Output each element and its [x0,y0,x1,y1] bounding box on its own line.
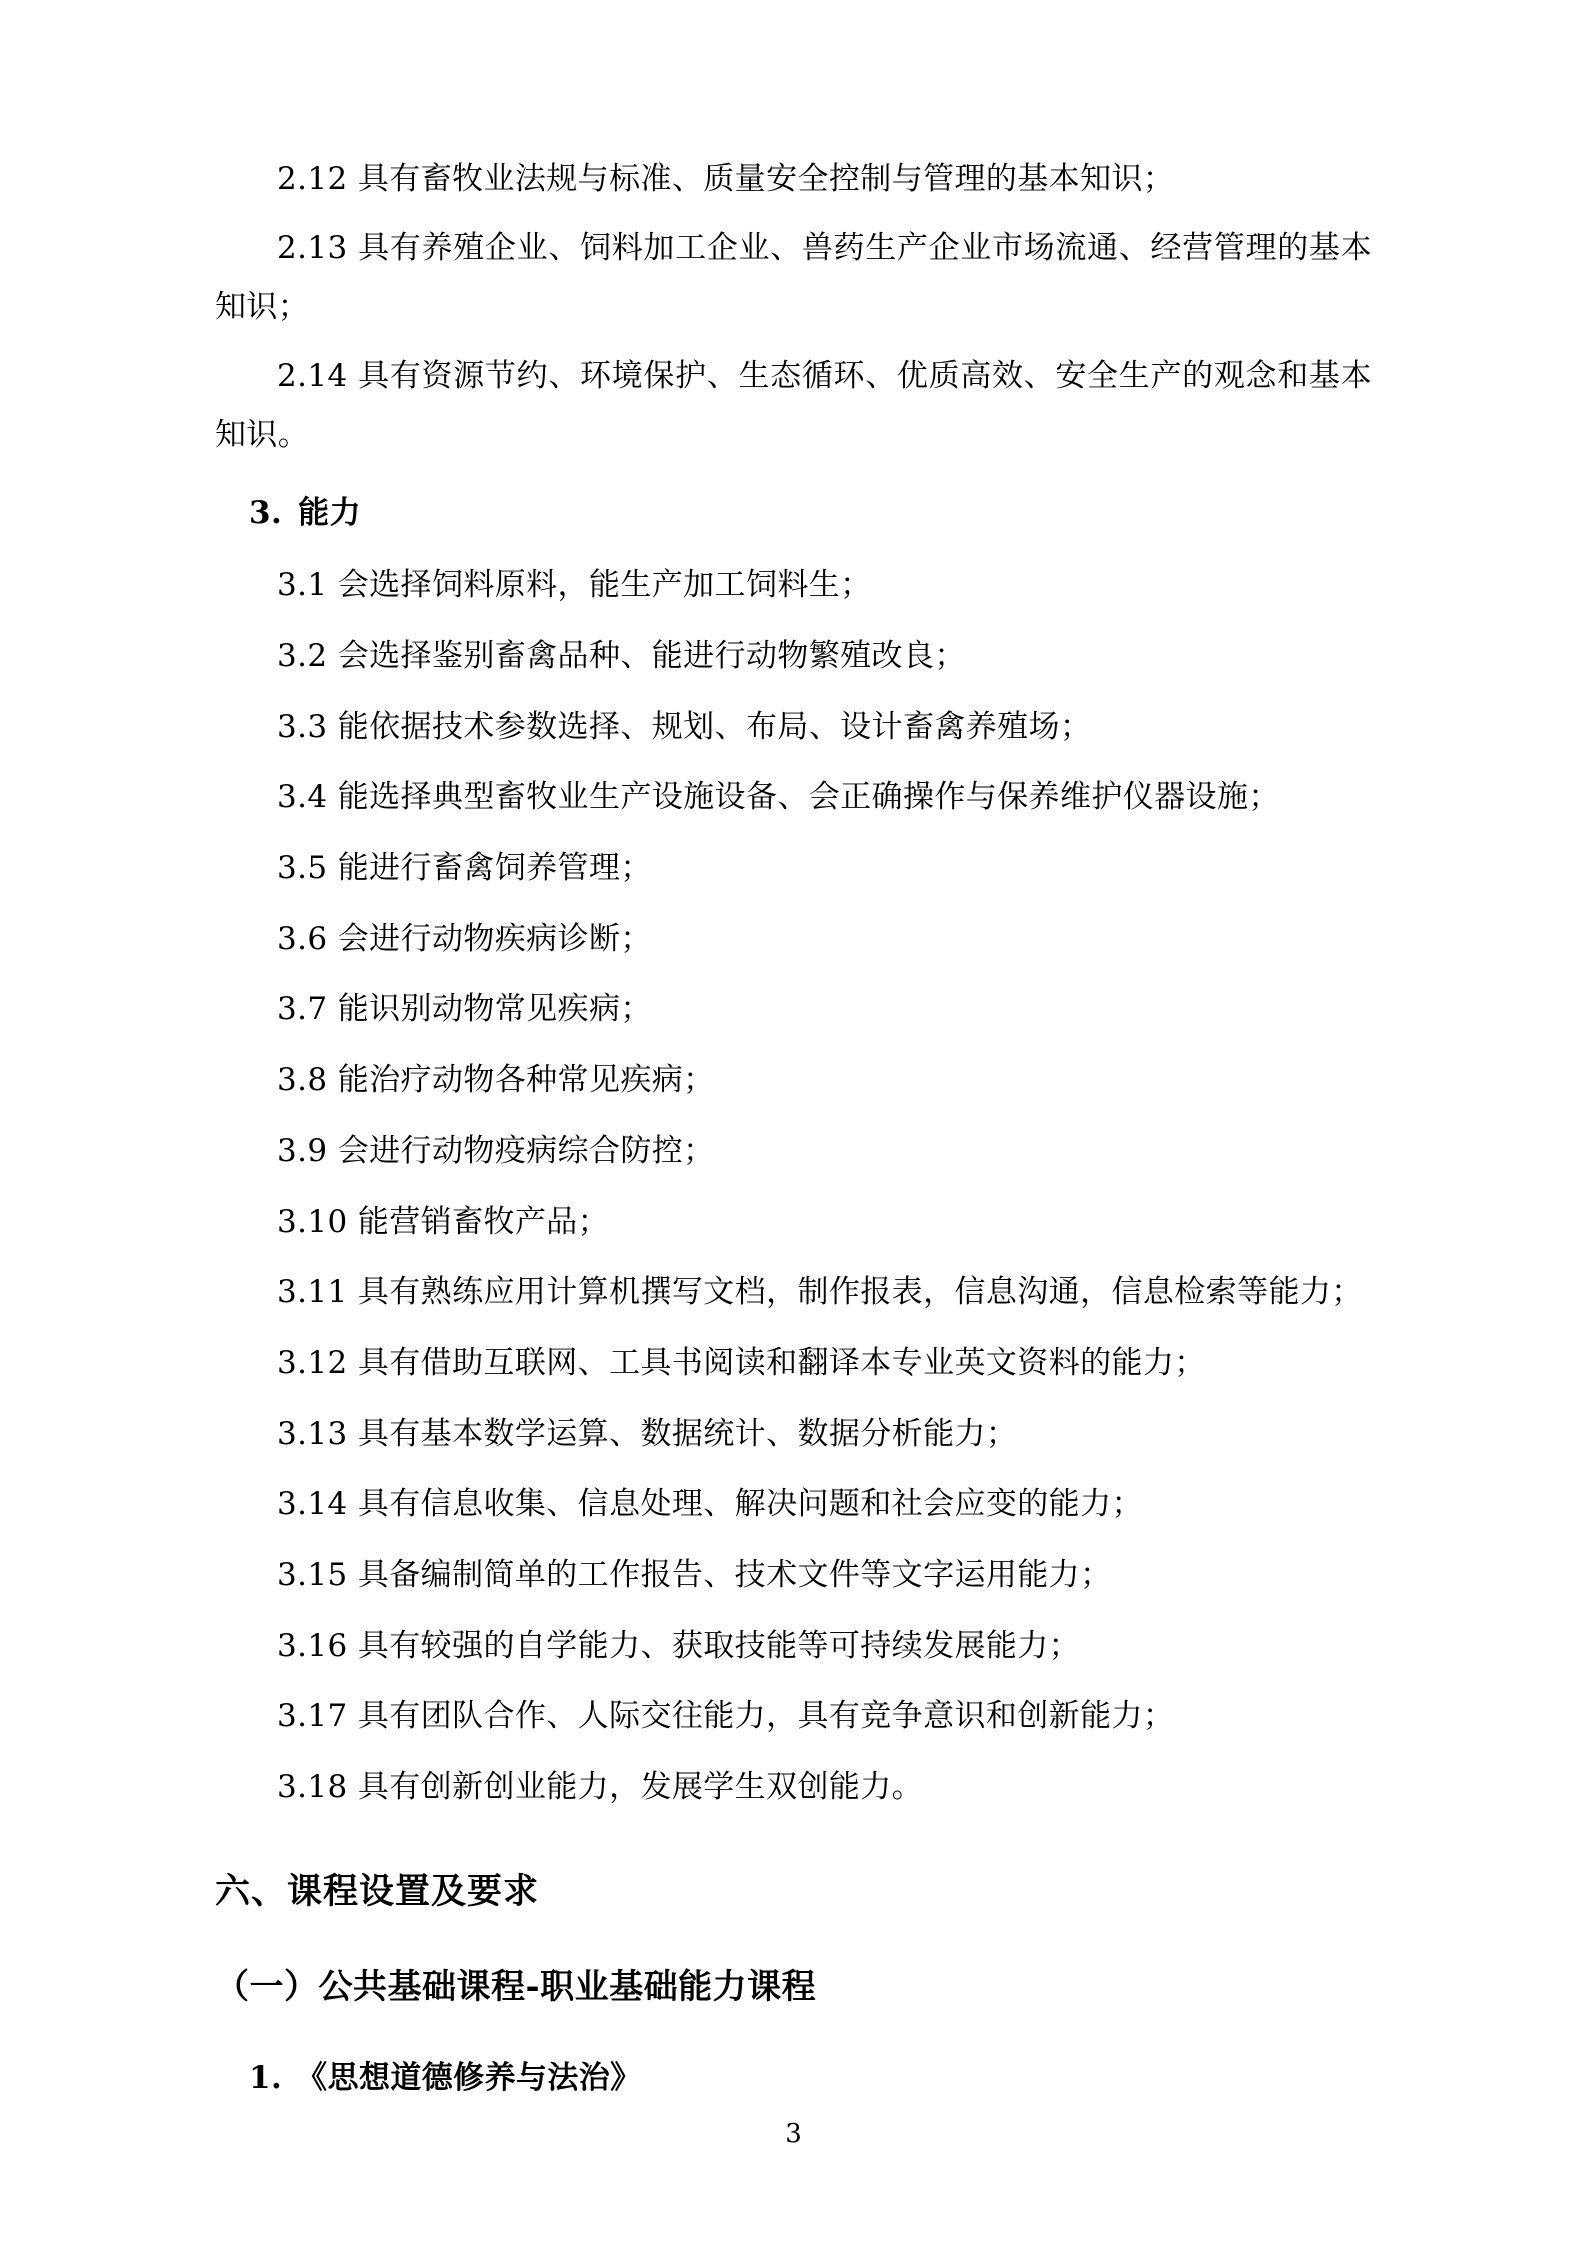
ability-section-heading [215,482,1372,544]
ability-item: 3.18 具有创新创业能力，发展学生双创能力。 [277,1768,924,1805]
ability-item: 3.4 能选择典型畜牧业生产设施设备、会正确操作与保养维护仪器设施； [277,779,1280,816]
ability-item: 3.2 会选择鉴别畜禽品种、能进行动物繁殖改良； [277,638,966,675]
ability-item: 3.16 具有较强的自学能力、获取技能等可持续发展能力； [277,1627,1081,1664]
course-heading [215,2047,1372,2109]
ability-item: 3.8 能治疗动物各种常见疾病； [277,1062,715,1099]
sub-heading: （一）公共基础课程-职业基础能力课程 [215,1966,817,2007]
course-number: 1. [249,2059,283,2096]
ability-item: 3.6 会进行动物疾病诊断； [277,920,652,957]
ability-item: 3.15 具备编制简单的工作报告、技术文件等文字运用能力； [277,1556,1112,1593]
knowledge-item: 2.14 具有资源节约、环境保护、生态循环、优质高效、安全生产的观念和基本知识。 [215,357,1372,453]
ability-item: 3.12 具有借助互联网、工具书阅读和翻译本专业英文资料的能力； [277,1344,1206,1381]
knowledge-item: 2.13 具有养殖企业、饲料加工企业、兽药生产企业市场流通、经营管理的基本知识； [215,229,1372,325]
knowledge-item: 2.12 具有畜牧业法规与标准、质量安全控制与管理的基本知识； [277,161,1175,197]
ability-heading-label: 能力 [298,495,361,532]
ability-item: 3.11 具有熟练应用计算机撰写文档，制作报表，信息沟通，信息检索等能力； [277,1274,1363,1311]
ability-item: 3.14 具有信息收集、信息处理、解决问题和社会应变的能力； [277,1486,1143,1523]
ability-item: 3.1 会选择饲料原料，能生产加工饲料生； [277,567,872,604]
ability-item: 3.9 会进行动物疫病综合防控； [277,1132,715,1169]
ability-item: 3.5 能进行畜禽饲养管理； [277,850,652,887]
course-title: 《思想道德修养与法治》 [296,2059,642,2096]
ability-item: 3.13 具有基本数学运算、数据统计、数据分析能力； [277,1415,1018,1452]
section-heading: 六、课程设置及要求 [215,1870,540,1912]
page-number: 3 [785,2119,802,2149]
ability-item: 3.17 具有团队合作、人际交往能力，具有竞争意识和创新能力； [277,1698,1175,1735]
ability-item: 3.7 能识别动物常见疾病； [277,991,652,1028]
page-body [215,150,1372,2109]
ability-item: 3.3 能依据技术参数选择、规划、布局、设计畜禽养殖场； [277,708,1092,745]
ability-item: 3.10 能营销畜牧产品； [277,1203,610,1240]
ability-heading-number: 3. [249,495,283,532]
